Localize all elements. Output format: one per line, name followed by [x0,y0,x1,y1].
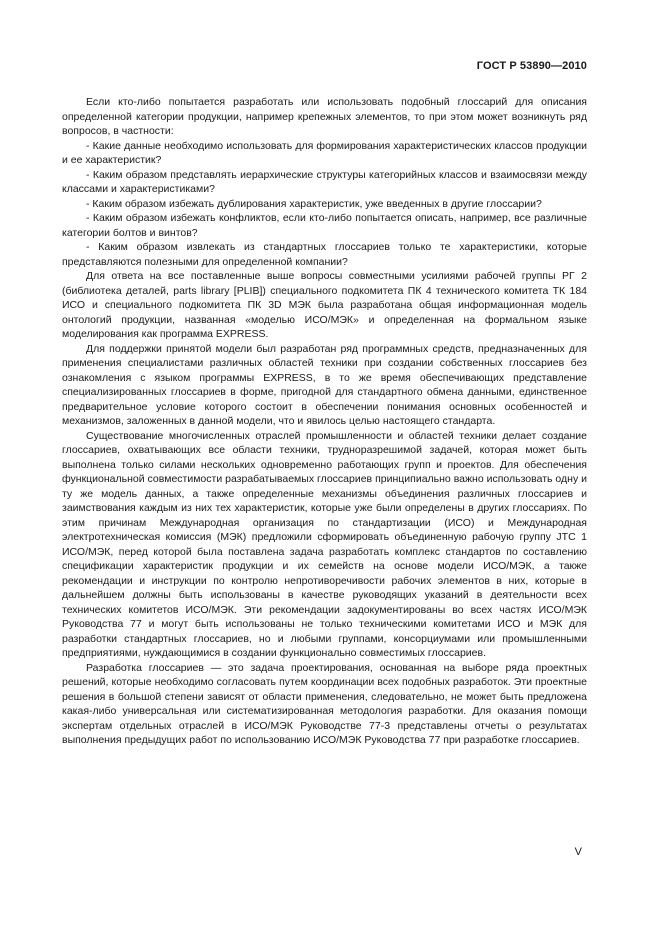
paragraph-software-tools: Для поддержки принятой модели был разработан ряд программных средств, предназначенных для применения специалистами различных областей техники при создании собственных глоссариев без ознакомления с языком программы EXPRESS, в то же время обеспечивающих представление специализированных глоссариев в форме, пригодной для стандартного обмена данными, единственное предварительное условие которого состоит в обеспечении понимания основных особенностей и механизмов, заложенных в данной модели, что и явилось целью настоящего стандарта. [62,342,587,427]
paragraph-iso-iec-guide: Существование многочисленных отраслей промышленности и областей техники делает создание глоссариев, охватывающих все области техники, трудноразрешимой задачей, которая может быть выполнена только силами нескольких одновременно работающих групп и проектов. Для обеспечения функциональной совместимости разрабатываемых глоссариев принципиально важно использовать одну и ту же модель данных, а также определенные механизмы объединения различных глоссариев и заимствования каждым из них тех характеристик, которые уже были определены в других глоссариях. По этим причинам Международная организация по стандартизации (ИСО) и Международная электротехническая комиссия (МЭК) предложили сформировать объединенную рабочую группу JTC 1 ИСО/МЭК, перед которой была поставлена задача разработать комплекс стандартов по составлению спецификации характеристик продукции и их семейств на основе модели ИСО/МЭК, а также рекомендации и инструкции по контролю непротиворечивости рабочих элементов в них, которые в дальнейшем должны быть использованы в качестве руководящих указаний в деятельности всех технических комитетов ИСО/МЭК. Эти рекомендации задокументированы во всех частях ИСО/МЭК Руководства 77 и могут быть использованы не только техническими комитетами ИСО и МЭК для разработки стандартных глоссариев, но и любыми группами, консорциумами или промышленными предприятиями, нуждающимися в создании функционально совместимых глоссариев. [62,429,587,659]
paragraph-intro: Если кто-либо попытается разработать или использовать подобный глоссарий для описания определенной категории продукции, например крепежных элементов, то при этом может возникнуть ряд вопросов, в частности: [62,96,587,137]
question-item: - Какие данные необходимо использовать для формирования характеристических классов продукции и ее характеристик? [62,139,587,166]
paragraph-plib-model: Для ответа на все поставленные выше вопросы совместными усилиями рабочей группы РГ 2 (библиотека деталей, parts library [PLIB]) специального подкомитета ПК 4 технического комитета ТК 184 ИСО и специального подкомитета ПК 3D МЭК была разработана общая информационная модель онтологий продукции, названная «моделью ИСО/МЭК» и определенная на формальном языке моделирования как программа EXPRESS. [62,270,587,340]
document-body [62,95,587,748]
question-item: - Каким образом представлять иерархические структуры категорийных классов и взаимосвязи между классами и характеристиками? [62,168,587,195]
question-item: - Каким образом избежать дублирования характеристик, уже введенных в другие глоссарии? [86,197,542,210]
question-item: - Каким образом избежать конфликтов, если кто-либо попытается описать, например, все различные категории болтов и винтов? [62,212,587,239]
page-number: V [574,846,582,858]
question-item: - Каким образом извлекать из стандартных глоссариев только те характеристики, которые представляются полезными для определенной компании? [62,241,587,268]
paragraph-glossary-design: Разработка глоссариев — это задача проектирования, основанная на выборе ряда проектных решений, которые необходимо согласовать путем координации всех подобных разработок. Эти проектные решения в большой степени зависят от области применения, следовательно, не может быть предложена какая-либо универсальная или систематизированная методология разработки. Для оказания помощи экспертам отдельных отраслей в ИСО/МЭК Руководстве 77-3 представлены отчеты о результатах выполнения предыдущих работ по использованию ИСО/МЭК Руководства 77 при разработке глоссариев. [62,661,587,746]
standard-code-header: ГОСТ Р 53890—2010 [476,60,587,72]
